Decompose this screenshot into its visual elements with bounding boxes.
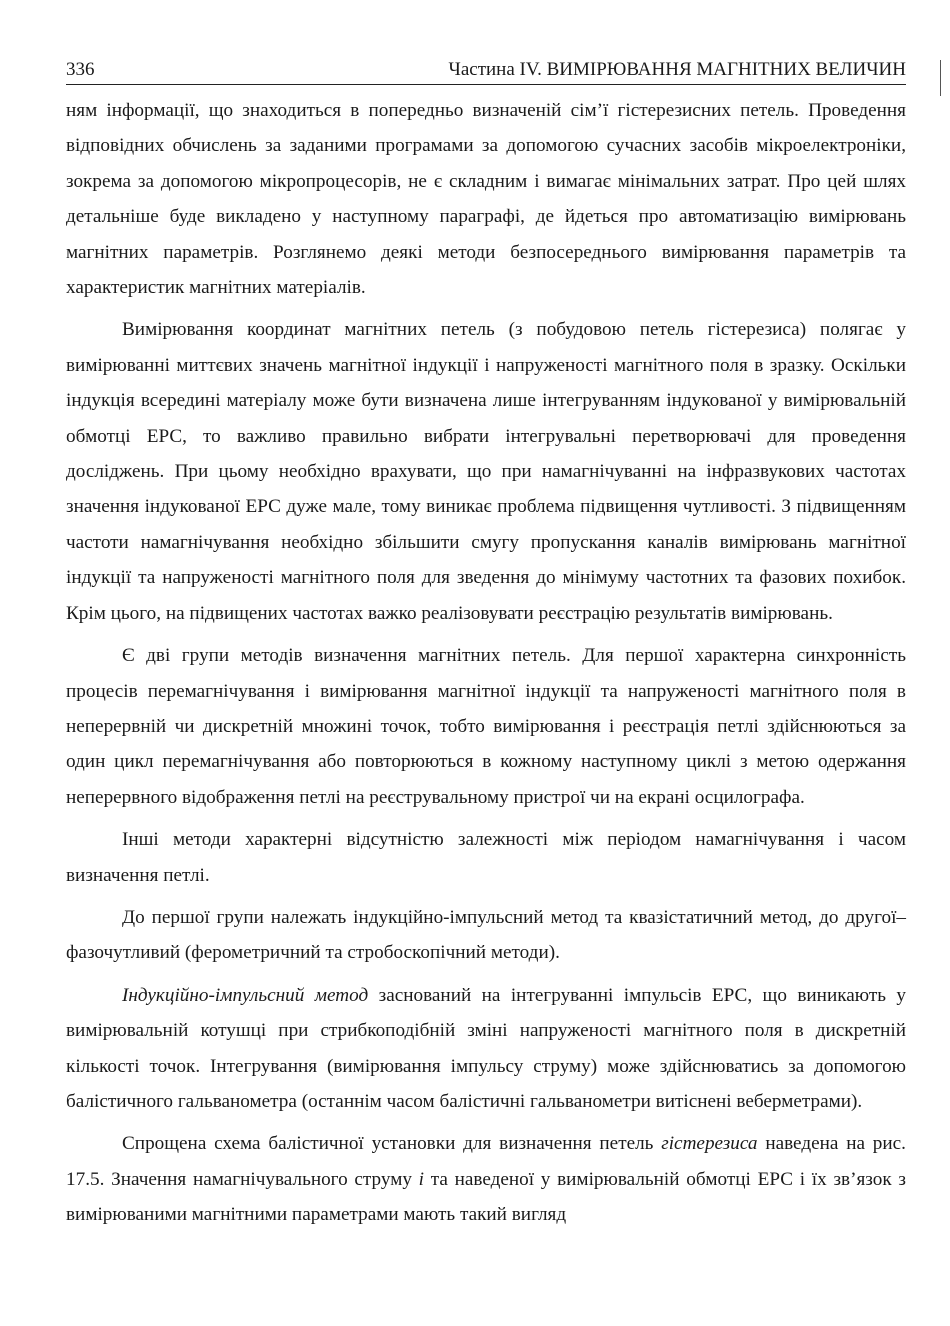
header-rule <box>66 84 906 85</box>
paragraph-6-text: заснований на інтегруванні імпульсів ЕРС, що виникають у вимірювальній котушці при стрибкоподібній зміні напруженості магнітного поля в дискретній кількості точок. Інтегрування (вимірювання імпульсу струму) може здійснюватись за допомогою балістичного гальванометра (останнім часом балістичні гальванометри витіснені веберметрами). <box>66 984 906 1112</box>
paragraph-6 <box>66 978 906 1120</box>
running-title: Частина IV. ВИМІРЮВАННЯ МАГНІТНИХ ВЕЛИЧИН <box>448 59 906 80</box>
page-number: 336 <box>66 59 95 80</box>
paragraph-7-text-b: наведена на рис. 17.5. Значення намагнічувального струму <box>66 1133 906 1190</box>
paragraph-2: Вимірювання координат магнітних петель (з побудовою петель гістерезиса) полягає у вимірюванні миттєвих значень магнітної індукції і напруженості магнітного поля в зразку. Оскільки індукція всередині матеріалу може бути визначена лише інтегруванням індукованої у вимірювальній обмотці ЕРС, то важливо правильно вибрати інтегрувальні перетворювачі для проведення досліджень. При цьому необхідно врахувати, що при намагнічуванні на інфразвукових частотах значення індукованої ЕРС дуже мале, тому виникає проблема підвищення чутливості. З підвищенням частоти намагнічування необхідно збільшити смугу пропускання каналів вимірювань магнітної індукції та напруженості магнітного поля для зведення до мінімуму частотних та фазових похибок. Крім цього, на підвищених частотах важко реалізовувати реєстрацію результатів вимірювань. <box>66 319 906 624</box>
paragraph-4: Інші методи характерні відсутністю залежності між періодом намагнічування і часом визначення петлі. <box>66 829 906 886</box>
paragraph-7-text-c: та наведеної у вимірювальній обмотці ЕРС і їх зв’язок з вимірюваними магнітними параметрами мають такий вигляд <box>66 1168 906 1226</box>
paragraph-5: До першої групи належать індукційно-імпульсний метод та квазістатичний метод, до другої–фазочутливий (ферометричний та стробоскопічний методи). <box>66 906 906 964</box>
paragraph-3: Є дві групи методів визначення магнітних петель. Для першої характерна синхронність процесів перемагнічування і вимірювання магнітної індукції та напруженості магнітного поля в неперервній чи дискретній множині точок, тобто вимірювання і реєстрація петлі здійснюються за один цикл перемагнічування або повторюються в кожному наступному циклі з метою одержання неперервного відображення петлі на реєструвальному пристрої чи на екрані осцилографа. <box>66 645 906 808</box>
book-page <box>66 56 906 1233</box>
body-text <box>66 93 906 1233</box>
paragraph-7-text-a: Спрощена схема балістичної установки для визначення петель <box>122 1133 662 1155</box>
hysteresis-term-italic: гістерезиса <box>661 1133 758 1155</box>
paragraph-7 <box>66 1126 906 1232</box>
method-term-italic: Індукційно-імпульсний метод <box>122 984 369 1006</box>
current-symbol-italic: i <box>418 1168 425 1190</box>
page-edge-mark <box>940 60 944 96</box>
paragraph-1: ням інформації, що знаходиться в попередньо визначеній сім’ї гістерезисних петель. Проведення відповідних обчислень за заданими програмами за допомогою сучасних засобів мікроелектроніки, зокрема за допомогою мікропроцесорів, не є складним і вимагає мінімальних затрат. Про цей шлях детальніше буде викладено у наступному параграфі, де йдеться про автоматизацію вимірювань магнітних параметрів. Розглянемо деякі методи безпосереднього вимірювання параметрів та характеристик магнітних матеріалів. <box>66 100 906 299</box>
running-header <box>66 56 906 82</box>
